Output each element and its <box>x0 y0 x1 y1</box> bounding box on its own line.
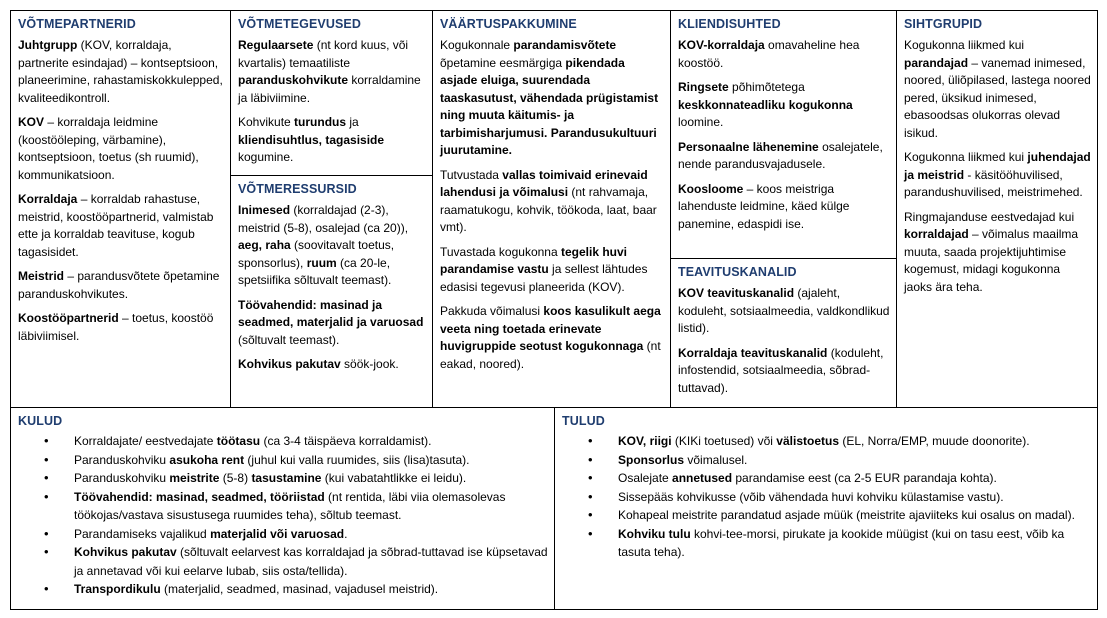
key-activities-regular: Regulaarsete (nt kord kuus, või kvartalis) temaatiliste paranduskohvikute korraldamine ja läbiviimine. <box>238 38 421 105</box>
list-item: • Kohviku tulu kohvi-tee-morsi, pirukate ja kookide müügist (kui on tasu eest, võib ka tasuta teha). <box>618 525 1091 562</box>
costs-list <box>18 432 548 599</box>
customer-relationships-title: KLIENDISUHTED <box>678 17 781 31</box>
value-proposition-teaching: Kogukonnale parandamisvõtete õpetamine eesmärgiga pikendada asjade eluiga, suurendada taaskasutust, vähendada prügistamist ning muuta käitumis- ja tarbimisharjumusi. Parandusukultuuri juurutamine. <box>440 38 659 157</box>
list-item: • Sissepääs kohvikusse (võib vähendada huvi kohviku külastamise vastu). <box>618 488 1091 507</box>
key-partners-masters: Meistrid – parandusvõtete õpetamine paranduskohvikutes. <box>18 269 220 301</box>
list-item: • Osalejate annetused parandamise eest (ca 2-5 EUR parandaja kohta). <box>618 469 1091 488</box>
key-resources-cafe: Kohvikus pakutav söök-jook. <box>238 357 399 371</box>
list-item: • Transpordikulu (materjalid, seadmed, masinad, vajadusel meistrid). <box>74 580 548 599</box>
list-item: • Töövahendid: masinad, seadmed, tööriistad (nt rentida, läbi viia olemasolevas töökojas/vastava sisustusega ruumides teha), sõltub teemast. <box>74 488 548 525</box>
key-partners-organizer: Korraldaja – korraldab rahastuse, meistrid, koostööpartnerid, valmistab ette ja korraldab teavituse, kogub tagasisidet. <box>18 192 214 259</box>
costs-cell <box>10 407 555 610</box>
key-partners-cooperation: Koostööpartnerid – toetus, koostöö läbiviimisel. <box>18 311 214 343</box>
key-resources-cell <box>230 175 433 408</box>
channels-title: TEAVITUSKANALID <box>678 265 797 279</box>
customer-relationships-kov: KOV-korraldaja omavaheline hea koostöö. <box>678 38 860 70</box>
customer-segments-cell <box>896 10 1098 408</box>
value-proposition-offer: Pakkuda võimalusi koos kasulikult aega veeta ning toetada erinevate huvigruppide seotust kogukonnaga (nt eakad, noored). <box>440 304 661 371</box>
key-activities-title: VÕTMETEGEVUSED <box>238 17 361 31</box>
list-item: • Kohapeal meistrite parandatud asjade müük (meistrite ajaviiteks kui osalus on madal). <box>618 506 1091 525</box>
channels-kov: KOV teavituskanalid (ajaleht, koduleht, sotsiaalmeedia, valdkondlikud listid). <box>678 286 890 335</box>
customer-segments-mentors: Kogukonna liikmed kui juhendajad ja meistrid - käsitööhuvilised, parandushuvilised, meistrimehed. <box>904 150 1091 199</box>
channels-organizer: Korraldaja teavituskanalid (koduleht, infostendid, sotsiaalmeedia, sõbrad-tuttavad). <box>678 345 884 395</box>
key-partners-kov: KOV – korraldaja leidmine (koostööleping, värbamine), kontseptsioon, toetus (sh ruumid), kommunikatsioon. <box>18 115 199 182</box>
list-item: • Parandamiseks vajalikud materjalid või varuosad. <box>74 525 548 544</box>
revenue-title: TULUD <box>562 414 605 428</box>
customer-segments-repairers: Kogukonna liikmed kui parandajad – vanemad inimesed, noored, üliõpilased, lastega noored pered, üksikud inimesed, ebasoodsas olukorras olevad isikud. <box>904 38 1091 140</box>
value-proposition-introduce: Tutvustada vallas toimivaid erinevaid lahendusi ja võimalusi (nt rahvamaja, raamatukogu, kohvik, töökoda, laat, baar vmt). <box>440 167 657 234</box>
key-activities-cell <box>230 10 433 176</box>
key-resources-people: Inimesed (korraldajad (2-3), meistrid (5-8), osalejad (ca 20)), aeg, raha (soovitavalt toetus, sponsorlus), ruum (ca 20-le, spetsiifika sõltuvalt teemast). <box>238 203 409 287</box>
list-item: • Paranduskohviku asukoha rent (juhul kui valla ruumides, siis (lisa)tasuta). <box>74 451 548 470</box>
customer-segments-leaders: Ringmajanduse eestvedajad kui korraldajad – võimalus maailma muuta, saada projektijuhtimise kogemust, midagi kogukonna jaoks ära teha. <box>904 209 1079 294</box>
channels-cell <box>670 258 897 408</box>
list-item: • KOV, riigi (KIKi toetused) või välistoetus (EL, Norra/EMP, muude doonorite). <box>618 432 1091 451</box>
customer-relationships-cocreation: Koosloome – koos meistriga lahenduste leidmine, käed külge panemine, edaspidi ise. <box>678 181 850 231</box>
key-resources-title: VÕTMERESSURSID <box>238 182 357 196</box>
customer-relationships-circular: Ringsete põhimõtetega keskkonnateadliku kogukonna loomine. <box>678 80 853 129</box>
revenue-cell <box>554 407 1098 610</box>
costs-title: KULUD <box>18 414 63 428</box>
list-item: • Paranduskohviku meistrite (5-8) tasustamine (kui vabatahtlikke ei leidu). <box>74 469 548 488</box>
key-partners-cell <box>10 10 231 408</box>
key-partners-steering-group: Juhtgrupp (KOV, korraldaja, partnerite esindajad) – kontseptsioon, planeerimine, rahastamiskokkulepped, kvaliteedikontroll. <box>18 38 223 105</box>
key-partners-title: VÕTMEPARTNERID <box>18 17 136 31</box>
list-item: • Kohvikus pakutav (sõltuvalt eelarvest kas korraldajad ja sõbrad-tuttavad ise küpsetavad ja annetavad või kui eelarve lubab, siis osta/tellida). <box>74 543 548 580</box>
customer-relationships-personal: Personaalne lähenemine osalejatele, nende parandusvajadusele. <box>678 139 883 171</box>
list-item: • Korraldajate/ eestvedajate töötasu (ca 3-4 täispäeva korraldamist). <box>74 432 548 451</box>
value-proposition-title: VÄÄRTUSPAKKUMINE <box>440 17 577 31</box>
customer-relationships-cell <box>670 10 897 259</box>
customer-segments-title: SIHTGRUPID <box>904 17 983 31</box>
value-proposition-cell <box>432 10 671 408</box>
revenue-list <box>562 432 1091 562</box>
key-resources-tools: Töövahendid: masinad ja seadmed, materjalid ja varuosad (sõltuvalt teemast). <box>238 297 424 347</box>
value-proposition-identify: Tuvastada kogukonna tegelik huvi parandamise vastu ja sellest lähtudes edasisi tegevusi planeerida (KOV). <box>440 244 648 294</box>
list-item: • Sponsorlus võimalusel. <box>618 451 1091 470</box>
key-activities-marketing: Kohvikute turundus ja kliendisuhtlus, tagasiside kogumine. <box>238 115 385 164</box>
